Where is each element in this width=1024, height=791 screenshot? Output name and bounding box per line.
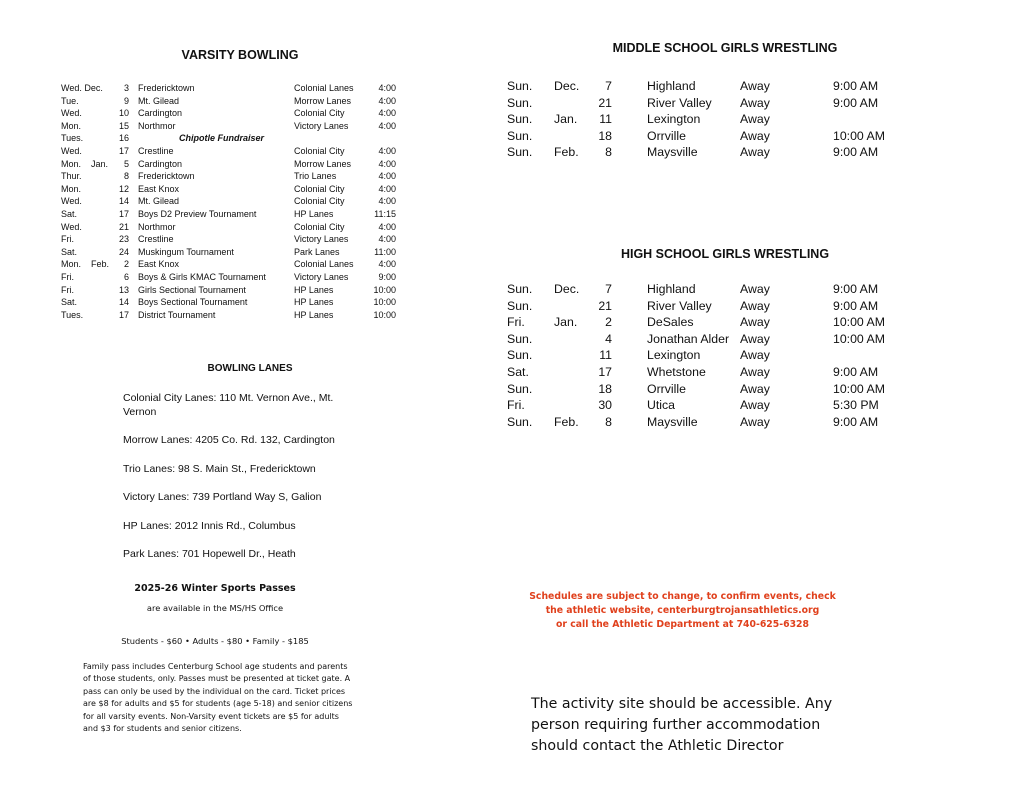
lane-morrow: Morrow Lanes: 4205 Co. Rd. 132, Cardington xyxy=(123,434,335,446)
day-cell: Fri. xyxy=(61,272,74,282)
table-row xyxy=(61,258,401,271)
date-cell: 2 xyxy=(605,315,612,330)
day-cell: Fri. xyxy=(61,234,74,245)
date-cell: 4 xyxy=(605,331,612,346)
bowling-lanes-title: BOWLING LANES xyxy=(207,363,293,374)
day-cell: Fri. xyxy=(61,284,74,295)
site-cell: Away xyxy=(740,128,770,143)
opponent-cell: Crestline xyxy=(138,146,174,156)
opponent-cell: District Tournament xyxy=(138,309,216,320)
notice-line-2: the athletic website, centerburgtrojansathletics.org xyxy=(545,605,820,616)
time-cell: 10:00 xyxy=(373,297,396,308)
location-cell: HP Lanes xyxy=(294,309,334,320)
table-row xyxy=(507,397,907,414)
passes-title: 2025-26 Winter Sports Passes xyxy=(134,583,296,594)
time-cell: 10:00 xyxy=(373,309,396,320)
location-cell: Colonial Lanes xyxy=(294,259,354,270)
opponent-cell: Mt. Gilead xyxy=(138,196,180,207)
opponent-cell: Orrville xyxy=(647,128,686,143)
opponent-cell: Boys & Girls KMAC Tournament xyxy=(138,272,266,282)
date-cell: 16 xyxy=(118,133,129,144)
opponent-cell: Cardington xyxy=(138,158,183,169)
opponent-cell: East Knox xyxy=(138,183,180,194)
table-row xyxy=(507,95,907,112)
day-cell: Sun. xyxy=(507,331,533,346)
notice-line-1: Schedules are subject to change, to confirm events, check xyxy=(529,591,836,602)
site-cell: Away xyxy=(740,331,770,346)
month-cell: Feb. xyxy=(554,145,579,160)
opponent-cell: Northmor xyxy=(138,120,176,131)
table-row xyxy=(507,381,907,398)
day-cell: Wed. xyxy=(61,221,82,232)
table-row xyxy=(61,233,401,246)
passes-subtitle: are available in the MS/HS Office xyxy=(146,603,284,613)
opponent-cell: DeSales xyxy=(647,315,694,330)
time-cell: 9:00 AM xyxy=(833,79,879,93)
table-row xyxy=(61,158,401,171)
location-cell: Colonial City xyxy=(294,146,345,156)
day-cell: Mon. xyxy=(61,120,82,131)
location-cell: Park Lanes xyxy=(294,246,340,257)
day-cell: Sun. xyxy=(507,145,533,160)
date-cell: 14 xyxy=(118,297,129,308)
site-cell: Away xyxy=(740,315,770,330)
time-cell: 10:00 AM xyxy=(833,381,885,396)
opponent-cell: Utica xyxy=(647,398,676,413)
time-cell: 9:00 AM xyxy=(833,282,879,296)
site-cell: Away xyxy=(740,414,770,429)
date-cell: 21 xyxy=(118,221,129,232)
passes-prices: Students - $60 • Adults - $80 • Family - $185 xyxy=(121,636,309,646)
table-row xyxy=(61,208,401,221)
time-cell: 9:00 AM xyxy=(833,298,879,313)
location-cell: HP Lanes xyxy=(294,209,334,219)
table-row xyxy=(507,144,907,161)
time-cell: 4:00 xyxy=(378,95,396,106)
opponent-cell: Maysville xyxy=(647,145,698,160)
varsity-bowling-table xyxy=(61,82,401,327)
time-cell: 10:00 AM xyxy=(833,331,885,346)
location-cell: Colonial City xyxy=(294,108,345,119)
opponent-cell: Crestline xyxy=(138,234,174,245)
month-cell: Jan. xyxy=(554,112,578,127)
table-row xyxy=(507,331,907,348)
date-cell: 5 xyxy=(123,158,129,169)
opponent-cell: Mt. Gilead xyxy=(138,95,180,106)
site-cell: Away xyxy=(740,398,770,413)
date-cell: 11 xyxy=(599,348,612,363)
date-cell: 21 xyxy=(598,298,612,313)
hs-wrestling-table xyxy=(507,281,907,433)
day-cell: Wed. xyxy=(61,196,82,207)
day-cell: Sat. xyxy=(61,246,78,257)
site-cell: Away xyxy=(740,79,770,93)
date-cell: 12 xyxy=(118,183,129,194)
opponent-cell: River Valley xyxy=(647,95,712,110)
date-cell: 30 xyxy=(598,398,612,413)
table-row xyxy=(61,145,401,158)
day-cell: Sun. xyxy=(507,282,533,296)
site-cell: Away xyxy=(740,282,770,296)
table-row xyxy=(61,183,401,196)
time-cell: 4:00 xyxy=(378,83,396,93)
time-cell: 5:30 PM xyxy=(833,398,879,413)
opponent-cell: Highland xyxy=(647,79,696,93)
day-cell: Tues. xyxy=(61,133,84,144)
opponent-cell: Orrville xyxy=(647,381,686,396)
month-cell: Feb. xyxy=(91,259,110,270)
day-cell: Fri. xyxy=(507,315,525,330)
date-cell: 14 xyxy=(118,196,129,207)
table-row xyxy=(507,78,907,95)
location-cell: Colonial City xyxy=(294,221,345,232)
opponent-cell: Boys D2 Preview Tournament xyxy=(138,209,257,219)
date-cell: 24 xyxy=(118,246,129,257)
time-cell: 4:00 xyxy=(378,158,396,169)
date-cell: 9 xyxy=(123,95,129,106)
site-cell: Away xyxy=(740,365,770,379)
month-cell: Jan. xyxy=(554,315,578,330)
day-cell: Sun. xyxy=(507,381,533,396)
location-cell: Victory Lanes xyxy=(294,234,349,245)
table-row xyxy=(61,132,401,145)
date-cell: 21 xyxy=(598,95,612,110)
location-cell: Victory Lanes xyxy=(294,272,349,282)
opponent-cell: Whetstone xyxy=(647,365,706,379)
ms-wrestling-title: MIDDLE SCHOOL GIRLS WRESTLING xyxy=(612,41,838,55)
day-cell: Fri. xyxy=(507,398,525,413)
date-cell: 17 xyxy=(118,209,129,219)
location-cell: Colonial City xyxy=(294,196,345,207)
date-cell: 10 xyxy=(118,108,129,119)
day-cell: Sun. xyxy=(507,112,533,127)
lane-park: Park Lanes: 701 Hopewell Dr., Heath xyxy=(123,548,296,560)
day-cell: Sat. xyxy=(61,297,78,308)
table-row xyxy=(507,111,907,128)
location-cell: Morrow Lanes xyxy=(294,95,352,106)
location-cell: HP Lanes xyxy=(294,297,334,308)
table-row xyxy=(61,120,401,133)
table-row xyxy=(61,107,401,120)
note-cell: Chipotle Fundraiser xyxy=(179,133,265,144)
table-row xyxy=(61,246,401,259)
opponent-cell: Muskingum Tournament xyxy=(138,246,234,257)
passes-details: Family pass includes Centerburg School age students and parents of those students, only. Passes must be presented at ticket gate. A pass can only be used by the individual on the card. Ticket prices are $8 for adults and $5 for students (age 5-18) and senior citizens for all varsity events. Non-Varsity event tickets are $5 for adults and $3 for students and senior citizens. xyxy=(83,662,353,734)
table-row xyxy=(507,347,907,364)
site-cell: Away xyxy=(740,112,770,127)
hs-wrestling-title: HIGH SCHOOL GIRLS WRESTLING xyxy=(620,247,830,261)
ms-wrestling-table xyxy=(507,78,907,163)
day-cell: Sun. xyxy=(507,414,533,429)
time-cell: 10:00 AM xyxy=(833,315,885,330)
table-row xyxy=(507,281,907,298)
day-cell: Sun. xyxy=(507,128,533,143)
time-cell: 11:15 xyxy=(374,209,396,219)
lane-victory: Victory Lanes: 739 Portland Way S, Galion xyxy=(123,491,322,503)
varsity-bowling-title: VARSITY BOWLING xyxy=(181,48,299,62)
location-cell: Colonial Lanes xyxy=(294,83,354,93)
location-cell: Trio Lanes xyxy=(294,171,337,182)
time-cell: 4:00 xyxy=(378,120,396,131)
time-cell: 9:00 AM xyxy=(833,95,879,110)
accessibility-line-3: should contact the Athletic Director xyxy=(531,738,784,754)
lane-trio: Trio Lanes: 98 S. Main St., Fredericktown xyxy=(123,463,316,475)
time-cell: 4:00 xyxy=(378,183,396,194)
table-row xyxy=(61,221,401,234)
table-row xyxy=(507,314,907,331)
time-cell: 9:00 AM xyxy=(833,414,879,429)
opponent-cell: Maysville xyxy=(647,414,698,429)
table-row xyxy=(61,284,401,297)
time-cell: 4:00 xyxy=(378,196,396,207)
accessibility-line-1: The activity site should be accessible. Any xyxy=(531,696,833,712)
table-row xyxy=(61,296,401,309)
time-cell: 4:00 xyxy=(378,221,396,232)
notice-line-3: or call the Athletic Department at 740-625-6328 xyxy=(556,619,809,630)
opponent-cell: Lexington xyxy=(647,112,701,127)
date-cell: 18 xyxy=(598,381,612,396)
time-cell: 4:00 xyxy=(378,259,396,270)
date-cell: 8 xyxy=(605,414,612,429)
date-cell: 3 xyxy=(123,83,129,93)
time-cell: 4:00 xyxy=(378,146,396,156)
table-row xyxy=(61,309,401,322)
day-cell: Tues. xyxy=(61,309,84,320)
day-cell: Sat. xyxy=(61,209,78,219)
opponent-cell: East Knox xyxy=(138,259,180,270)
schedule-change-notice xyxy=(520,590,845,632)
accessibility-statement xyxy=(531,694,871,757)
date-cell: 13 xyxy=(118,284,129,295)
table-row xyxy=(507,364,907,381)
month-cell: Dec. xyxy=(554,79,580,93)
day-cell: Sun. xyxy=(507,95,533,110)
opponent-cell: Lexington xyxy=(647,348,701,363)
table-row xyxy=(61,82,401,95)
location-cell: HP Lanes xyxy=(294,284,334,295)
opponent-cell: Jonathan Alder xyxy=(647,331,730,346)
opponent-cell: Northmor xyxy=(138,221,176,232)
time-cell: 10:00 AM xyxy=(833,128,885,143)
site-cell: Away xyxy=(740,381,770,396)
day-cell: Mon. xyxy=(61,183,82,194)
day-cell: Sat. xyxy=(507,365,529,379)
date-cell: 8 xyxy=(605,145,612,160)
date-cell: 17 xyxy=(118,146,129,156)
day-cell: Mon. xyxy=(61,158,82,169)
time-cell: 11:00 xyxy=(374,246,396,257)
opponent-cell: Highland xyxy=(647,282,696,296)
table-row xyxy=(61,170,401,183)
date-cell: 11 xyxy=(599,112,612,127)
day-cell: Tue. xyxy=(61,95,79,106)
date-cell: 17 xyxy=(118,309,129,320)
time-cell: 9:00 xyxy=(378,272,396,282)
table-row xyxy=(61,195,401,208)
day-cell: Sun. xyxy=(507,298,533,313)
table-row xyxy=(61,95,401,108)
time-cell: 4:00 xyxy=(378,108,396,119)
time-cell: 4:00 xyxy=(378,234,396,245)
site-cell: Away xyxy=(740,95,770,110)
location-cell: Colonial City xyxy=(294,183,345,194)
date-cell: 15 xyxy=(118,120,129,131)
site-cell: Away xyxy=(740,348,770,363)
date-cell: 8 xyxy=(123,171,129,182)
time-cell: 10:00 xyxy=(373,284,396,295)
date-cell: 6 xyxy=(123,272,129,282)
opponent-cell: Boys Sectional Tournament xyxy=(138,297,248,308)
table-row xyxy=(507,298,907,315)
location-cell: Morrow Lanes xyxy=(294,158,352,169)
date-cell: 2 xyxy=(123,259,129,270)
opponent-cell: Fredericktown xyxy=(138,83,195,93)
opponent-cell: Girls Sectional Tournament xyxy=(138,284,246,295)
opponent-cell: Cardington xyxy=(138,108,183,119)
date-cell: 18 xyxy=(598,128,612,143)
day-cell: Wed. xyxy=(61,108,82,119)
day-cell: Wed. xyxy=(61,146,82,156)
time-cell: 4:00 xyxy=(378,171,396,182)
table-row xyxy=(507,128,907,145)
month-cell: Feb. xyxy=(554,414,579,429)
date-cell: 23 xyxy=(118,234,129,245)
date-cell: 17 xyxy=(598,365,612,379)
opponent-cell: River Valley xyxy=(647,298,712,313)
day-cell: Wed. Dec. xyxy=(61,83,103,93)
month-cell: Jan. xyxy=(91,158,109,169)
day-cell: Sun. xyxy=(507,79,533,93)
site-cell: Away xyxy=(740,145,770,160)
table-row xyxy=(507,414,907,431)
date-cell: 7 xyxy=(605,282,612,296)
time-cell: 9:00 AM xyxy=(833,365,879,379)
table-row xyxy=(61,271,401,284)
month-cell: Dec. xyxy=(554,282,580,296)
location-cell: Victory Lanes xyxy=(294,120,349,131)
time-cell: 9:00 AM xyxy=(833,145,879,160)
lane-hp: HP Lanes: 2012 Innis Rd., Columbus xyxy=(123,520,296,532)
accessibility-line-2: person requiring further accommodation xyxy=(531,717,821,733)
opponent-cell: Fredericktown xyxy=(138,171,195,182)
day-cell: Mon. xyxy=(61,259,82,270)
day-cell: Sun. xyxy=(507,348,533,363)
lane-colonial-city: Colonial City Lanes: 110 Mt. Vernon Ave., Mt. Vernon xyxy=(123,392,334,418)
site-cell: Away xyxy=(740,298,770,313)
day-cell: Thur. xyxy=(61,171,82,182)
date-cell: 7 xyxy=(605,79,612,93)
